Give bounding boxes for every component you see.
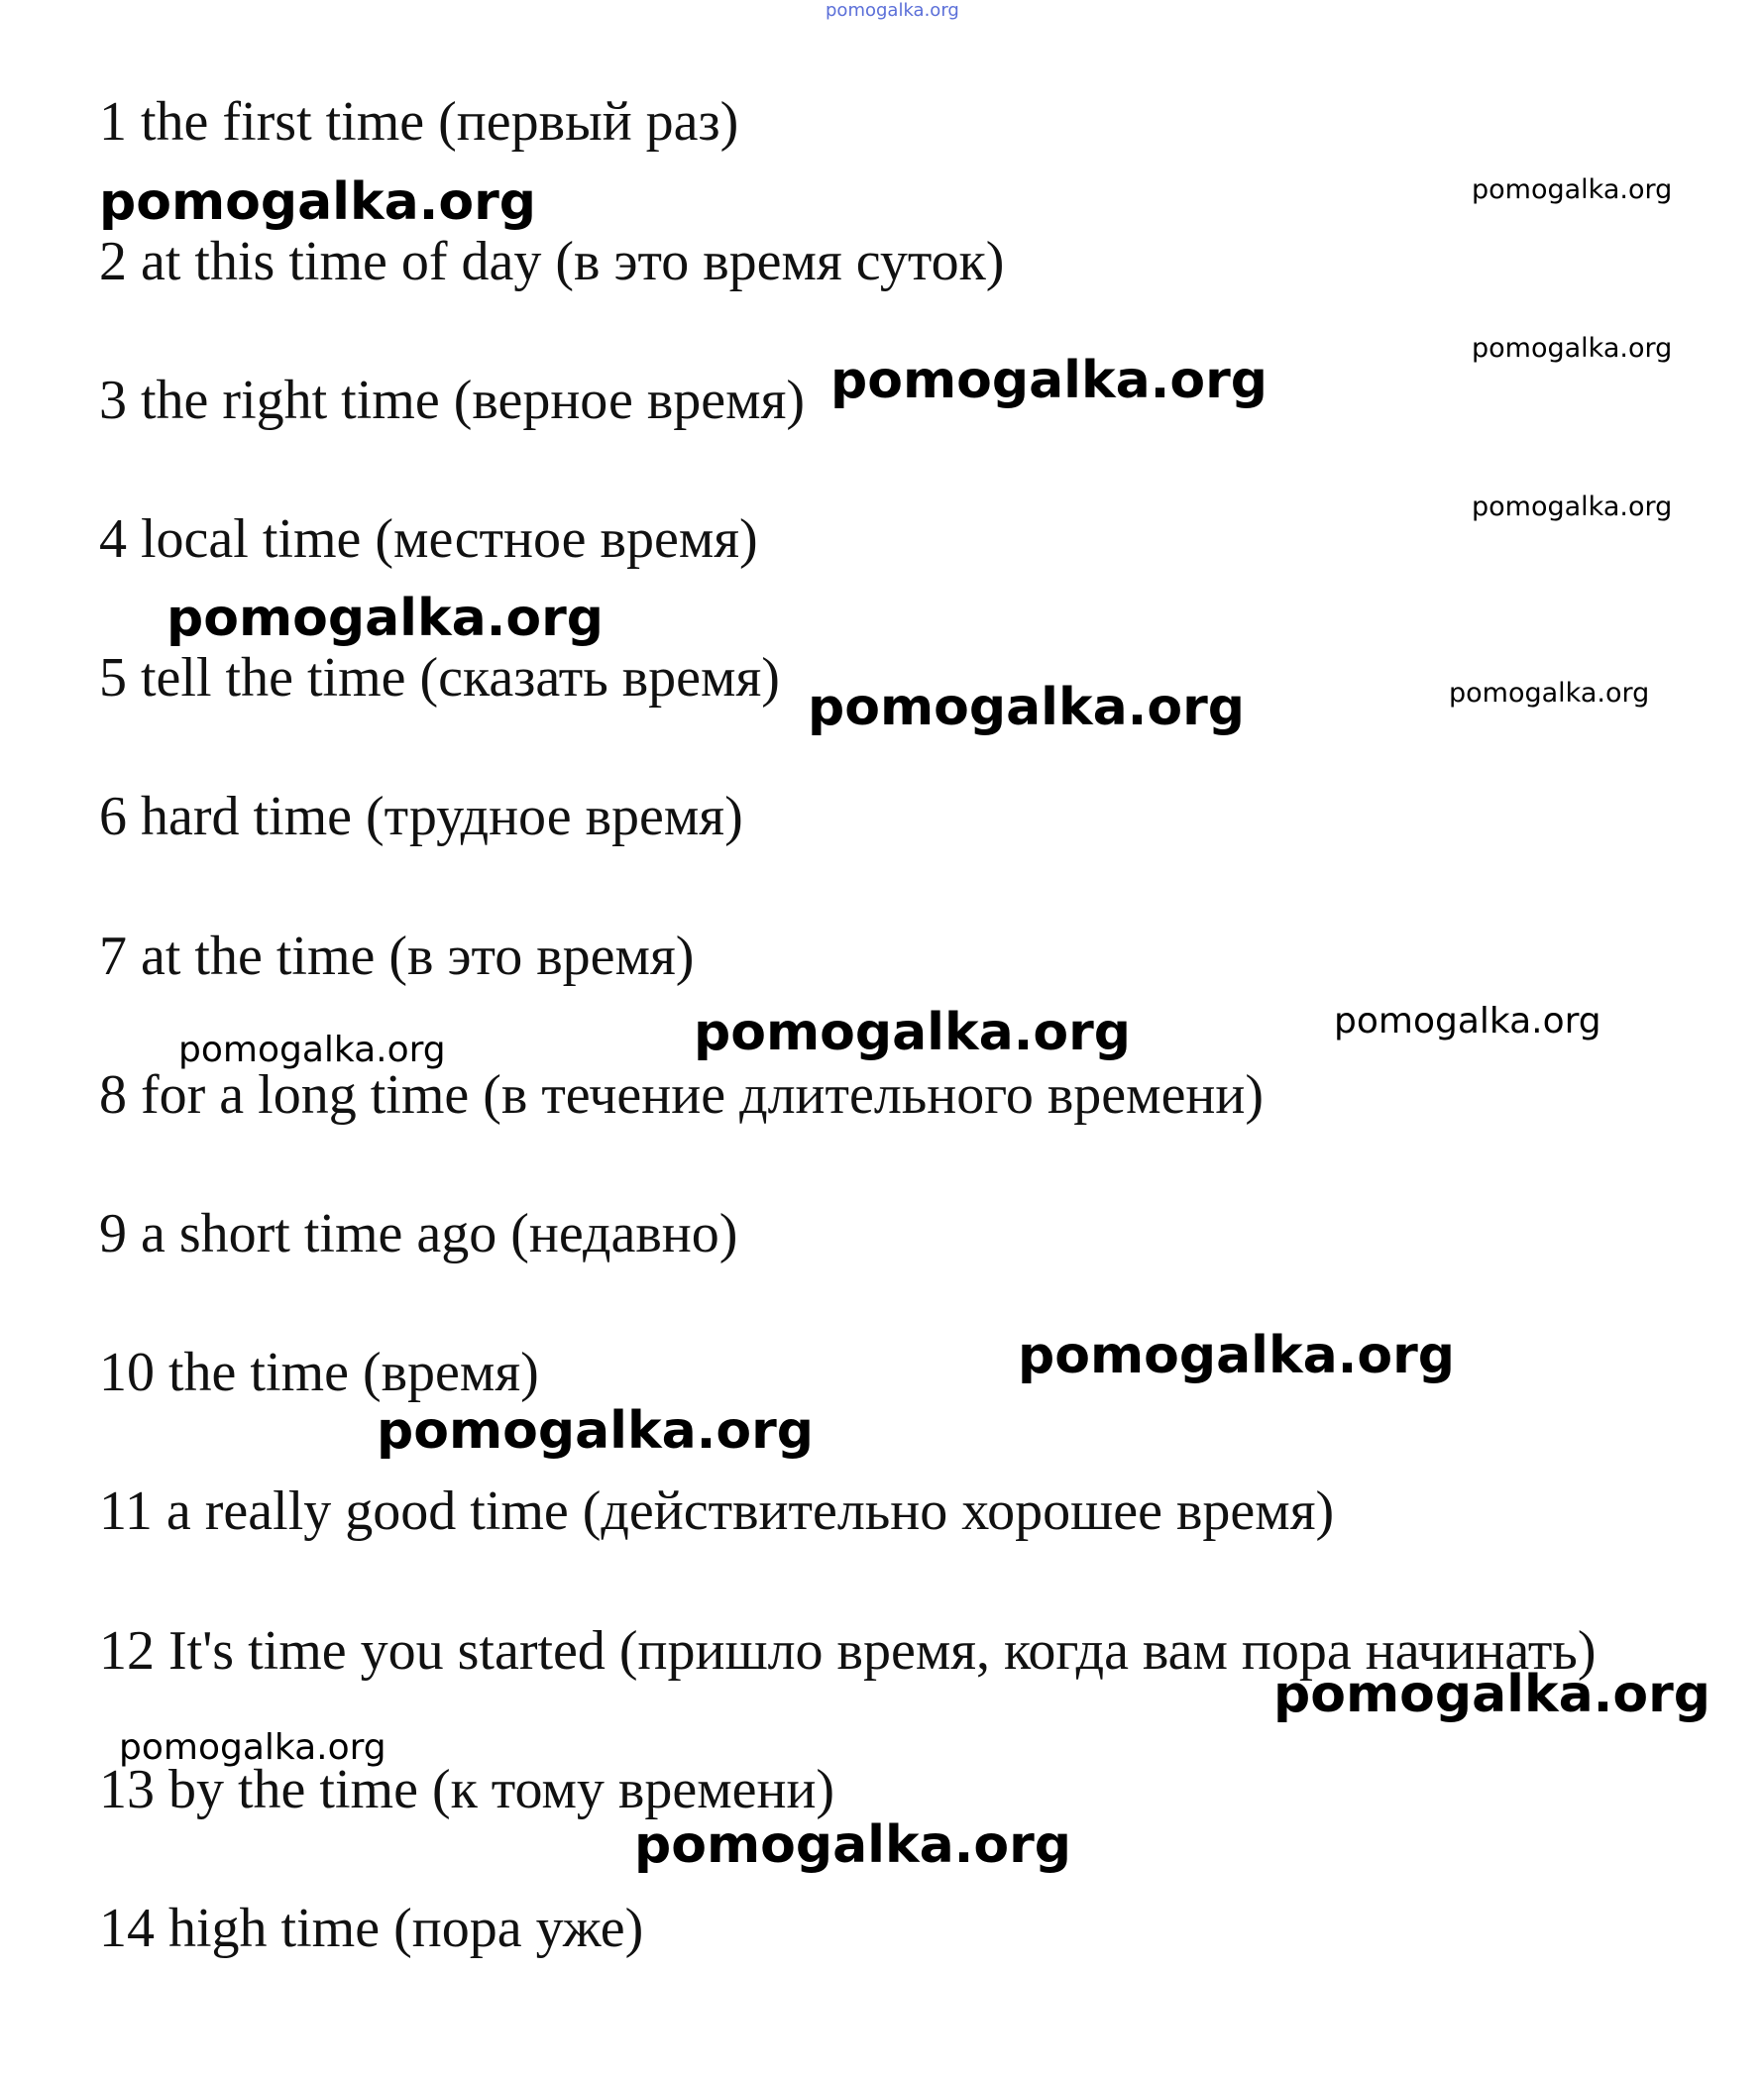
list-item: 10 the time (время)	[99, 1342, 539, 1403]
list-item: 4 local time (местное время)	[99, 508, 758, 570]
watermark: pomogalka.org	[1273, 1665, 1711, 1724]
watermark: pomogalka.org	[1449, 678, 1650, 709]
list-item: 9 a short time ago (недавно)	[99, 1203, 738, 1264]
watermark: pomogalka.org	[1472, 174, 1673, 205]
list-item: 1 the first time (первый раз)	[99, 91, 739, 153]
list-item: 14 high time (пора уже)	[99, 1898, 644, 1959]
watermark: pomogalka.org	[830, 351, 1268, 410]
watermark: pomogalka.org	[99, 172, 537, 232]
watermark: pomogalka.org	[1472, 333, 1673, 364]
watermark: pomogalka.org	[1334, 1001, 1601, 1041]
list-item: 12 It's time you started (пришло время, когда вам пора начинать)	[99, 1620, 1597, 1682]
watermark: pomogalka.org	[1018, 1326, 1456, 1385]
list-item: 11 a really good time (действительно хорошее время)	[99, 1480, 1335, 1542]
header-watermark: pomogalka.org	[826, 0, 959, 21]
watermark: pomogalka.org	[119, 1727, 386, 1768]
watermark: pomogalka.org	[377, 1401, 815, 1461]
watermark: pomogalka.org	[178, 1030, 446, 1070]
list-item: 3 the right time (верное время)	[99, 370, 805, 431]
list-item: 2 at this time of day (в это время суток)	[99, 231, 1005, 292]
list-item: 13 by the time (к тому времени)	[99, 1759, 835, 1820]
list-item: 8 for a long time (в течение длительного времени)	[99, 1064, 1265, 1126]
watermark: pomogalka.org	[808, 678, 1246, 737]
list-item: 7 at the time (в это время)	[99, 926, 695, 987]
list-item: 5 tell the time (сказать время)	[99, 647, 780, 709]
watermark: pomogalka.org	[694, 1003, 1132, 1062]
watermark: pomogalka.org	[1472, 492, 1673, 522]
watermark: pomogalka.org	[634, 1815, 1072, 1875]
watermark: pomogalka.org	[166, 589, 605, 648]
list-item: 6 hard time (трудное время)	[99, 786, 743, 847]
